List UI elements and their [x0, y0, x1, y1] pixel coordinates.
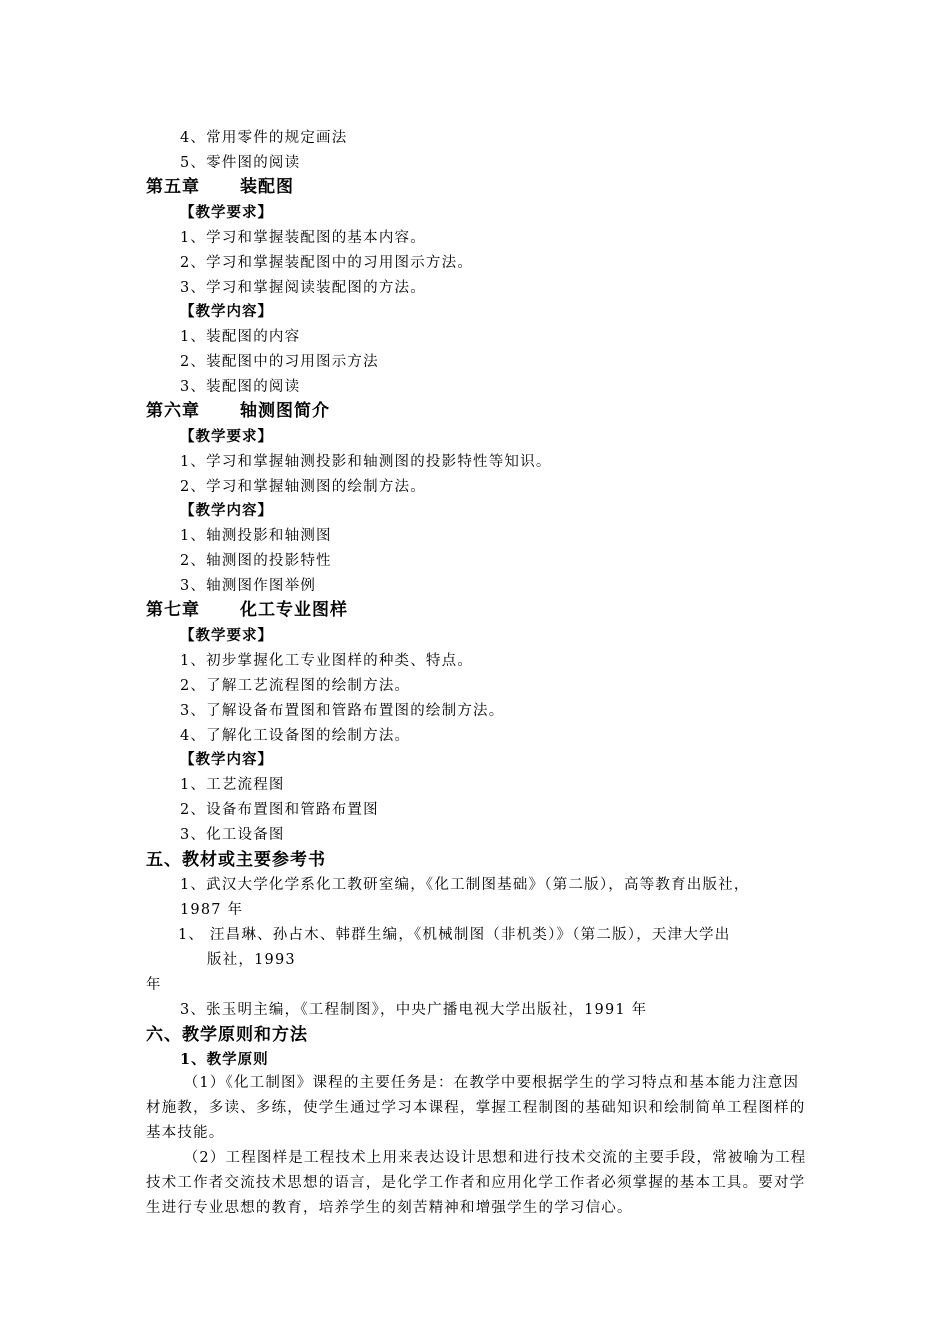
list-item: 2、了解工艺流程图的绘制方法。 [180, 678, 411, 694]
reference-item: 1、 汪昌琳、孙占木、韩群生编，《机械制图（非机类）》（第二版），天津大学出 [178, 927, 731, 943]
list-item: 1、初步掌握化工专业图样的种类、特点。 [180, 653, 474, 669]
list-item: 2、学习和掌握装配图中的习用图示方法。 [180, 255, 474, 271]
list-item: 4、常用零件的规定画法 [180, 130, 348, 146]
list-item: 5、零件图的阅读 [180, 155, 301, 171]
chapter-heading [146, 599, 348, 621]
teaching-requirements-label: 【教学要求】 [180, 428, 273, 445]
subsection-heading: 1、教学原则 [180, 1051, 269, 1068]
list-item: 3、了解设备布置图和管路布置图的绘制方法。 [180, 703, 505, 719]
chapter-number: 第七章 [146, 600, 200, 620]
section-heading: 六、教学原则和方法 [146, 1025, 308, 1045]
teaching-content-label: 【教学内容】 [180, 751, 273, 768]
teaching-requirements-label: 【教学要求】 [180, 627, 273, 644]
chapter-number: 第五章 [146, 177, 200, 197]
list-item: 2、学习和掌握轴测图的绘制方法。 [180, 479, 426, 495]
list-item: 1、工艺流程图 [180, 777, 285, 793]
reference-item-continuation: 1987 年 [180, 902, 244, 918]
list-item: 1、装配图的内容 [180, 329, 301, 345]
list-item: 4、了解化工设备图的绘制方法。 [180, 728, 411, 744]
chapter-number: 第六章 [146, 401, 200, 421]
teaching-requirements-label: 【教学要求】 [180, 204, 273, 221]
chapter-heading [146, 400, 330, 422]
list-item: 3、化工设备图 [180, 827, 285, 843]
paragraph: （2）工程图样是工程技术上用来表达设计思想和进行技术交流的主要手段，常被喻为工程技术工作者交流技术思想的语言，是化学工作者和应用化学工作者必须掌握的基本工具。要对学生进行专业思想的教育，培养学生的刻苦精神和增强学生的学习信心。 [146, 1150, 807, 1216]
list-item: 1、学习和掌握装配图的基本内容。 [180, 230, 426, 246]
chapter-heading [146, 176, 294, 198]
list-item: 2、轴测图的投影特性 [180, 553, 332, 569]
reference-item-continuation: 版社，1993 [207, 952, 296, 968]
reference-item: 1、武汉大学化学系化工教研室编，《化工制图基础》（第二版），高等教育出版社， [180, 877, 750, 893]
list-item: 2、设备布置图和管路布置图 [180, 802, 379, 818]
list-item: 3、学习和掌握阅读装配图的方法。 [180, 280, 426, 296]
reference-item-continuation: 年 [146, 977, 162, 993]
chapter-title: 装配图 [240, 177, 294, 197]
list-item: 3、装配图的阅读 [180, 379, 301, 395]
list-item: 2、装配图中的习用图示方法 [180, 354, 379, 370]
paragraph: （1）《化工制图》课程的主要任务是：在教学中要根据学生的学习特点和基本能力注意因材施教，多读、多练，使学生通过学习本课程，掌握工程制图的基础知识和绘制简单工程图样的基本技能。 [146, 1075, 806, 1141]
reference-item: 3、张玉明主编，《工程制图》，中央广播电视大学出版社，1991 年 [180, 1002, 648, 1018]
list-item: 1、学习和掌握轴测投影和轴测图的投影特性等知识。 [180, 454, 552, 470]
list-item: 1、轴测投影和轴测图 [180, 528, 332, 544]
chapter-title: 轴测图简介 [240, 401, 330, 421]
teaching-content-label: 【教学内容】 [180, 502, 273, 519]
list-item: 3、轴测图作图举例 [180, 578, 317, 594]
section-heading: 五、教材或主要参考书 [146, 850, 326, 870]
teaching-content-label: 【教学内容】 [180, 303, 273, 320]
chapter-title: 化工专业图样 [240, 600, 348, 620]
